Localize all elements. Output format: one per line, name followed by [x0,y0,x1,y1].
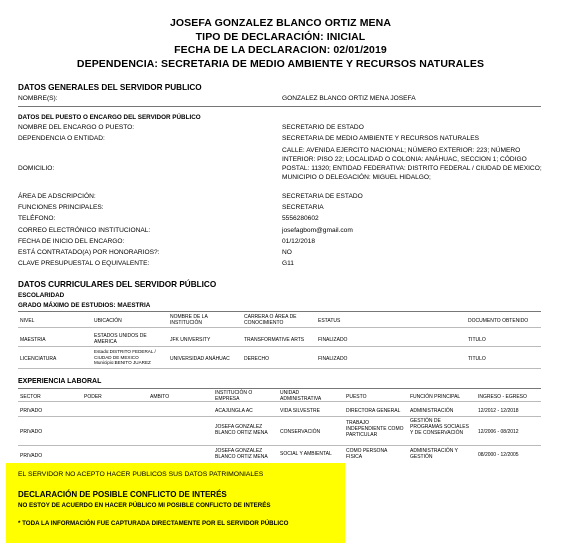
table-cell: Estado:DISTRITO FEDERAL / CIUDAD DE MEXICO Municipio:BENITO JUAREZ [94,349,156,366]
conflict-title: DECLARACIÓN DE POSIBLE CONFLICTO DE INTERÉS [18,490,227,499]
email-value: josefagbom@gmail.com [282,227,353,234]
divider [18,106,541,107]
table-cell: GESTIÓN DE PROGRAMAS SOCIALES Y DE CONSERVACIÓN [410,418,469,436]
footer-note: * TODA LA INFORMACIÓN FUE CAPTURADA DIRECTAMENTE POR EL SERVIDOR PÚBLICO [18,520,289,527]
table-cell: ADMINISTRACIÓN [410,408,454,414]
table-cell: TRABAJO INDEPENDIENTE COMO PARTICULAR [346,420,404,438]
table-cell: ACAJUNGLA AC [215,408,253,414]
column-header: UBICACIÓN [94,318,122,324]
field-value: SECRETARIA [282,204,324,211]
declaration-dependency: DEPENDENCIA: SECRETARIA DE MEDIO AMBIENTE Y RECURSOS NATURALES [76,57,485,70]
table-cell: MAESTRIA [20,337,46,343]
table-cell: CONSERVACIÓN [280,429,321,435]
patrimonial-note: EL SERVIDOR NO ACEPTO HACER PUBLICOS SUS DATOS PATRIMONIALES [18,471,264,478]
field-label: NOMBRE DEL ENCARGO O PUESTO: [18,124,135,131]
table-cell: 12/2012 - 12/2018 [478,408,519,414]
column-header: AMBITO [150,394,170,400]
column-header: PODER [84,394,102,400]
education-table [18,314,541,376]
field-value: CALLE: AVENIDA EJERCITO NACIONAL; NÚMERO EXTERIOR: 223; NÚMERO INTERIOR: PISO 22; LOCALIDAD O COLONIA: ANÁHUAC, SECCION 1; CÓDIGO POSTAL: 11320; ENTIDAD FEDERATIVA: DISTRITO FEDERAL / CIUDAD DE MEXICO; MUNICIPIO O DELEGACIÓN: MIGUEL HIDALGO; [282,147,542,181]
experience-title: EXPERIENCIA LABORAL [18,378,102,385]
table-cell: FINALIZADO [318,356,348,362]
divider [18,388,541,389]
column-header: NIVEL [20,318,35,324]
general-section-title: DATOS GENERALES DEL SERVIDOR PUBLICO [18,83,202,92]
max-degree: GRADO MÁXIMO DE ESTUDIOS: MAESTRIA [18,302,151,309]
row-divider [18,327,541,328]
column-header: FUNCIÓN PRINCIPAL [410,394,461,400]
column-header: UNIDAD ADMINISTRATIVA [280,390,322,402]
field-label: DOMICILIO: [18,165,55,172]
field-label: CLAVE PRESUPUESTAL O EQUIVALENTE: [18,260,150,267]
table-cell: SOCIAL Y AMBIENTAL [280,451,332,457]
table-cell: ADMINISTRACIÓN Y GESTIÓN [410,448,458,460]
field-label: ÁREA DE ADSCRIPCIÓN: [18,193,96,200]
column-header: CARRERA O ÁREA DE CONOCIMIENTO [244,314,297,326]
table-cell: COMO PERSONA FISICA [346,448,388,460]
row-divider [18,346,541,347]
table-cell: LICENCIATURA [20,356,57,362]
table-cell: 12/2006 - 08/2012 [478,429,519,435]
column-header: SECTOR [20,394,41,400]
field-label: FUNCIONES PRINCIPALES: [18,204,104,211]
declaration-header [0,0,561,71]
position-section-title: DATOS DEL PUESTO O ENCARGO DEL SERVIDOR PÚBLICO [18,114,201,121]
row-divider [18,416,541,417]
curricular-section-title: DATOS CURRICULARES DEL SERVIDOR PÚBLICO [18,280,217,289]
education-title: ESCOLARIDAD [18,292,65,299]
field-value: NO [282,249,292,256]
table-cell: UNIVERSIDAD ANÁHUAC [170,356,230,362]
field-value: SECRETARIA DE ESTADO [282,193,363,200]
name-label: NOMBRE(S): [18,95,58,102]
field-label: CORREO ELECTRÓNICO INSTITUCIONAL: [18,227,151,234]
declaration-type: TIPO DE DECLARACIÓN: INICIAL [195,30,366,43]
field-value: 5556280602 [282,215,319,222]
table-cell: PRIVADO [20,453,43,459]
conflict-note: NO ESTOY DE ACUERDO EN HACER PÚBLICO MI POSIBLE CONFLICTO DE INTERÉS [18,502,271,509]
field-value: G11 [282,260,294,267]
column-header: ESTATUS [318,318,341,324]
declaration-date: FECHA DE LA DECLARACION: 02/01/2019 [174,44,387,56]
row-divider [18,445,541,446]
field-value: SECRETARIO DE ESTADO [282,124,364,131]
field-label: FECHA DE INICIO DEL ENCARGO: [18,238,125,245]
table-cell: JOSEFA GONZALEZ BLANCO ORTIZ MENA [215,448,268,460]
field-label: DEPENDENCIA O ENTIDAD: [18,135,105,142]
field-value: SECRETARIA DE MEDIO AMBIENTE Y RECURSOS NATURALES [282,135,479,142]
table-cell: TITULO [468,356,486,362]
field-value: 01/12/2018 [282,238,316,245]
field-label: ESTÁ CONTRATADO(A) POR HONORARIOS?: [18,249,160,256]
table-cell: PRIVADO [20,408,43,414]
row-divider [18,368,541,369]
column-header: DOCUMENTO OBTENIDO [468,318,529,324]
field-label: TELÉFONO: [18,215,56,222]
table-cell: VIDA SILVESTRE [280,408,320,414]
table-cell: DIRECTORA GENERAL [346,408,401,414]
table-cell: FINALIZADO [318,337,348,343]
table-cell: TRANSFORMATIVE ARTS [244,337,305,343]
column-header: PUESTO [346,394,367,400]
declarant-name: JOSEFA GONZALEZ BLANCO ORTIZ MENA [169,17,392,29]
table-cell: PRIVADO [20,429,43,435]
table-cell: ESTADOS UNIDOS DE AMERICA [94,333,147,345]
row-divider [18,401,541,402]
column-header: NOMBRE DE LA INSTITUCIÓN [170,314,208,326]
table-cell: JFK UNIVERSITY [170,337,211,343]
divider [18,311,541,312]
table-cell: JOSEFA GONZALEZ BLANCO ORTIZ MENA [215,424,268,436]
table-cell: 08/2000 - 12/2005 [478,452,519,458]
name-value: GONZALEZ BLANCO ORTIZ MENA JOSEFA [282,95,416,102]
column-header: INSTITUCIÓN O EMPRESA [215,390,253,402]
table-cell: DERECHO [244,356,270,362]
column-header: INGRESO - EGRESO [478,394,527,400]
table-cell: TITULO [468,337,486,343]
